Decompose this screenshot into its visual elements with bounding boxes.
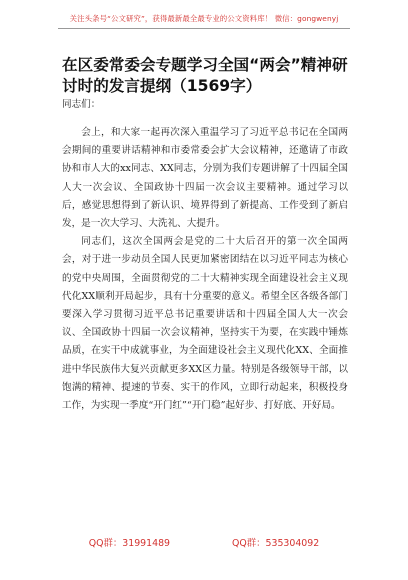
body-paragraph: 会上，和大家一起再次深入重温学习了习近平总书记在全国两会期间的重要讲话精神和市委常委会扩大会议精神，还邀请了市政协和市人大的xx同志、XX同志，分别为我们专题讲解了十四届全国人大一次会议、全国政协十四届一次会议主要精神。通过学习以后，感觉思想得到了新认识、境界得到了新提高、工作受到了新启发，是一次大学习、大洗礼、大提升。: [62, 127, 348, 230]
header-note: 关注头条号“公文研究”，获得最新最全最专业的公文资料库！ 微信：gongwenyj: [69, 14, 339, 23]
document-body: [62, 124, 348, 415]
document-title: 在区委常委会专题学习全国“两会”精神研讨时的发言提纲（1569字）: [62, 56, 348, 95]
header-divider: [58, 28, 350, 29]
qq-group-1: QQ群：31991489: [88, 538, 171, 549]
salutation: 同志们：: [62, 99, 101, 110]
body-paragraph: 同志们，这次全国两会是党的二十大后召开的第一次全国两会，对于进一步动员全国人民更加紧密团结在以习近平同志为核心的党中央周围，全面贯彻党的二十大精神实现全面建设社会主义现代化XX顺利开局起步，具有十分重要的意义。希望全区各级各部门要深入学习贯彻习近平总书记重要讲话和十四届全国人大一次会议、全国政协十四届一次会议精神，坚持实干为要，在实践中锤炼品质，在实干中成就事业，为全面建设社会主义现代化XX、全面推进中华民族伟大复兴贡献更多XX区力量。特别是各级领导干部，以饱满的精神、提速的节奏、实干的作风，立即行动起来，积极投身工作，为实现一季度“开门红”“开门稳”起好步、打好底、开好局。: [62, 236, 348, 412]
qq-group-2: QQ群：535304092: [232, 538, 320, 549]
footer: [0, 535, 408, 549]
